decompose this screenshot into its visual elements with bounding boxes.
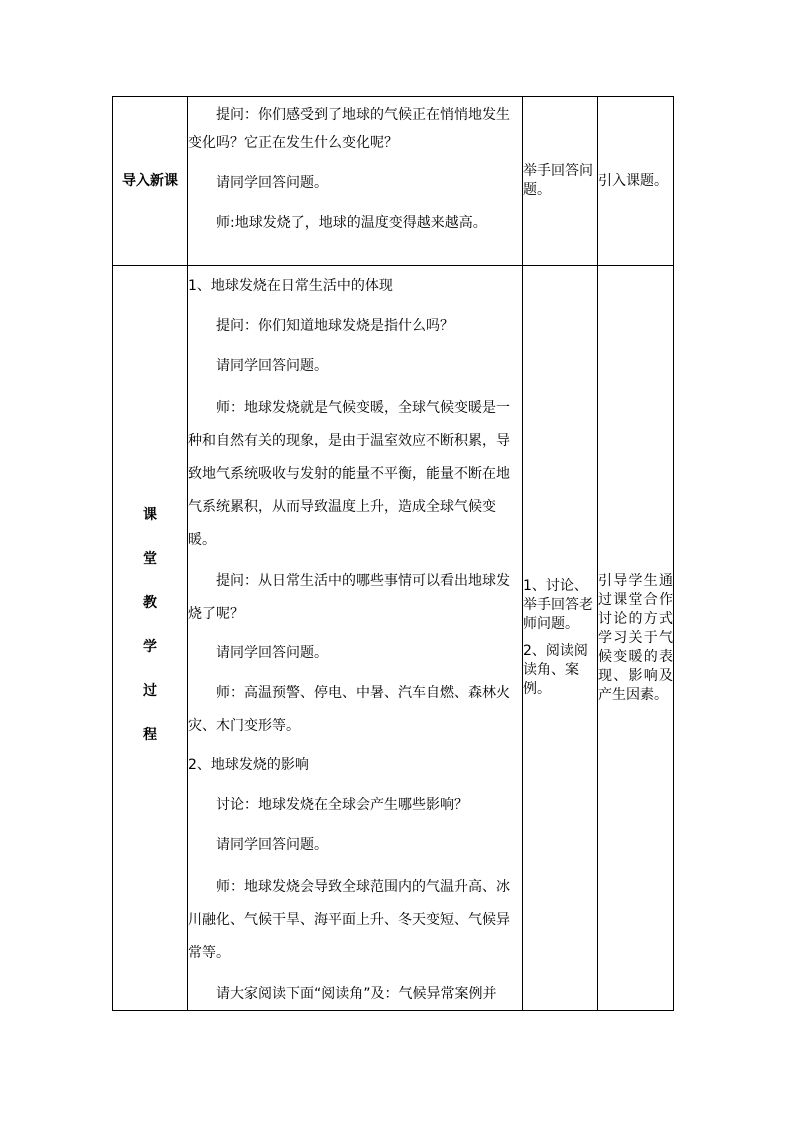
paragraph: 请大家阅读下面“阅读角”及：气候异常案例并 bbox=[216, 986, 497, 1002]
paragraph: 讨论：地球发烧在全球会产生哪些影响？ bbox=[216, 797, 468, 813]
design-intent-text: 引导学生通过课堂合作讨论的方式学习关于气候变暖的表现、影响及产生因素。 bbox=[598, 572, 673, 703]
paragraph: 请同学回答问题。 bbox=[216, 175, 328, 191]
stage-char: 程 bbox=[143, 727, 157, 743]
student-activity-cell bbox=[523, 266, 598, 1011]
design-intent-cell bbox=[598, 266, 674, 1011]
paragraph: 提问：你们感受到了地球的气候正在悄悄地发生变化吗？它正在发生什么变化呢？ bbox=[188, 107, 510, 151]
stage-cell bbox=[113, 266, 188, 1011]
section-heading: 1、地球发烧在日常生活中的体现 bbox=[188, 278, 393, 294]
paragraph: 师:地球发烧了，地球的温度变得越来越高。 bbox=[216, 215, 487, 231]
paragraph: 师：地球发烧会导致全球范围内的气温升高、冰川融化、气候干旱、海平面上升、冬天变短、气候异常等。 bbox=[188, 879, 510, 961]
student-activity-text: 1、讨论、举手回答老师问题。 bbox=[523, 578, 593, 632]
stage-char: 课 bbox=[143, 507, 157, 523]
paragraph: 师：高温预警、停电、中暑、汽车自燃、森林火灾、木门变形等。 bbox=[188, 685, 510, 734]
paragraph: 提问：从日常生活中的哪些事情可以看出地球发烧了呢？ bbox=[188, 573, 510, 622]
content-cell bbox=[188, 266, 523, 1011]
student-activity-text: 2、阅读阅读角、案例。 bbox=[523, 643, 588, 697]
stage-label: 导入新课 bbox=[122, 172, 178, 189]
lesson-plan-table bbox=[112, 96, 674, 1011]
content-cell bbox=[188, 97, 523, 266]
design-intent-text: 引入课题。 bbox=[598, 172, 668, 189]
stage-char: 过 bbox=[143, 683, 157, 699]
section-heading: 2、地球发烧的影响 bbox=[188, 757, 309, 773]
table-row bbox=[113, 266, 674, 1011]
stage-char: 教 bbox=[143, 595, 157, 611]
paragraph: 请同学回答问题。 bbox=[216, 645, 328, 661]
paragraph: 请同学回答问题。 bbox=[216, 837, 328, 853]
stage-char: 堂 bbox=[143, 551, 157, 567]
table-row bbox=[113, 97, 674, 266]
stage-cell bbox=[113, 97, 188, 266]
paragraph: 师：地球发烧就是气候变暖，全球气候变暖是一种和自然有关的现象，是由于温室效应不断积累，导致地气系统吸收与发射的能量不平衡，能量不断在地气系统累积，从而导致温度上升，造成全球气候变暖。 bbox=[188, 400, 510, 548]
paragraph: 提问：你们知道地球发烧是指什么吗？ bbox=[216, 318, 454, 334]
student-activity-text: 举手回答问题。 bbox=[523, 163, 593, 198]
stage-char: 学 bbox=[143, 639, 157, 655]
paragraph: 请同学回答问题。 bbox=[216, 358, 328, 374]
design-intent-cell bbox=[598, 97, 674, 266]
student-activity-cell bbox=[523, 97, 598, 266]
